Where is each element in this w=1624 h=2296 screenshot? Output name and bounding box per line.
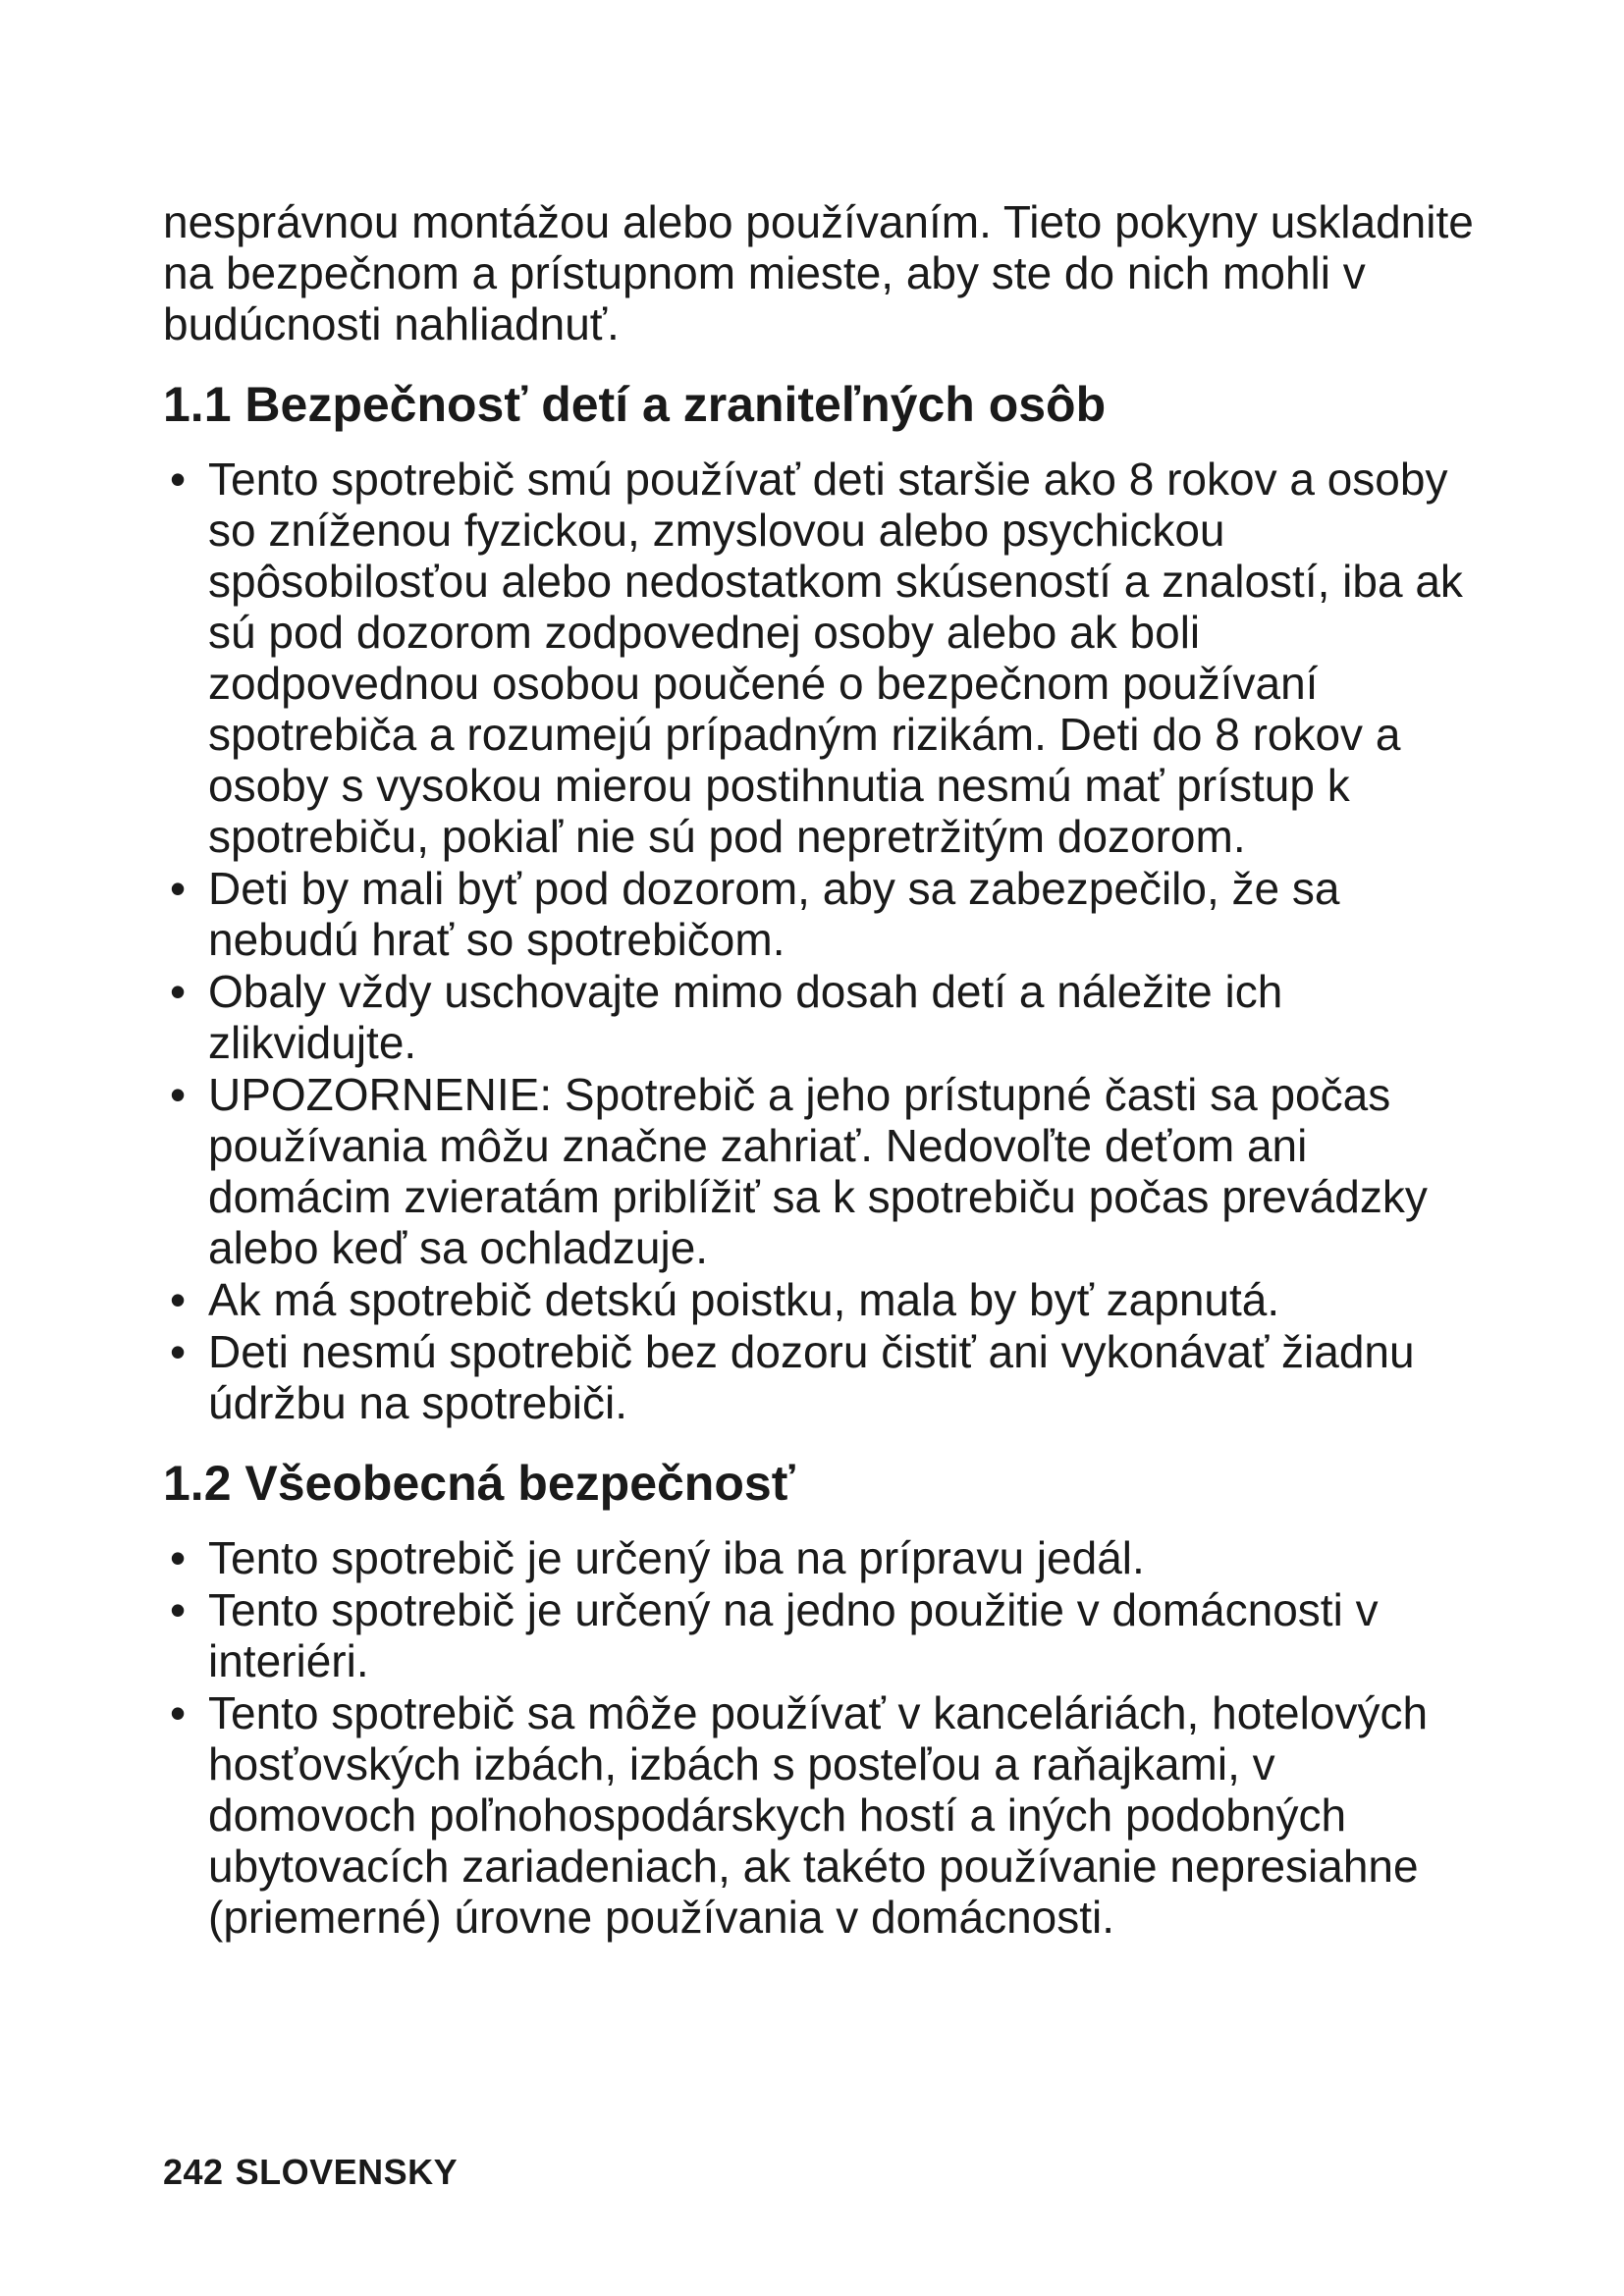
page-content xyxy=(163,196,1479,1944)
list-item xyxy=(163,1687,1479,1943)
child-safety-list xyxy=(163,454,1479,1428)
list-item xyxy=(163,1584,1479,1686)
section-heading-child-safety: 1.1 Bezpečnosť detí a zraniteľných osôb xyxy=(163,377,1107,432)
section-heading-general-safety: 1.2 Všeobecná bezpečnosť xyxy=(163,1456,795,1511)
list-item-text: Tento spotrebič je určený iba na prípravu jedál. xyxy=(208,1532,1145,1583)
list-item-text: Deti by mali byť pod dozorom, aby sa zabezpečilo, že sa nebudú hrať so spotrebičom. xyxy=(208,863,1340,965)
list-item xyxy=(163,454,1479,862)
bullet-icon: • xyxy=(169,1584,187,1635)
list-item-text: Obaly vždy uschovajte mimo dosah detí a náležite ich zlikvidujte. xyxy=(208,966,1283,1068)
bullet-icon: • xyxy=(169,1532,187,1583)
bullet-icon: • xyxy=(169,1326,187,1377)
bullet-icon: • xyxy=(169,966,187,1017)
list-item xyxy=(163,1532,1479,1583)
page-number: 242 xyxy=(163,2152,224,2192)
list-item-text: Tento spotrebič sa môže používať v kanceláriách, hotelových hosťovských izbách, izbách s posteľou a raňajkami, v domovoch poľnohospodárskych hostí a iných podobných ubytovacích zariadeniach, ak takéto používanie nepresiahne (priemerné) úrovne používania v domácnosti. xyxy=(208,1687,1429,1943)
bullet-icon: • xyxy=(169,863,187,914)
bullet-icon: • xyxy=(169,454,187,505)
footer-language: SLOVENSKY xyxy=(235,2152,459,2192)
list-item-text: Deti nesmú spotrebič bez dozoru čistiť ani vykonávať žiadnu údržbu na spotrebiči. xyxy=(208,1326,1415,1428)
list-item-text: UPOZORNENIE: Spotrebič a jeho prístupné časti sa počas používania môžu značne zahriať. Nedovoľte deťom ani domácim zvieratám priblížiť sa k spotrebiču počas prevádzky alebo keď sa ochladzuje. xyxy=(208,1069,1428,1273)
list-item xyxy=(163,1069,1479,1273)
list-item-text: Tento spotrebič smú používať deti staršie ako 8 rokov a osoby so zníženou fyzickou, zmyslovou alebo psychickou spôsobilosťou alebo nedostatkom skúseností a znalostí, iba ak sú pod dozorom zodpovednej osoby alebo ak boli zodpovednou osobou poučené o bezpečnom používaní spotrebiča a rozumejú prípadným rizikám. Deti do 8 rokov a osoby s vysokou mierou postihnutia nesmú mať prístup k spotrebiču, pokiaľ nie sú pod nepretržitým dozorom. xyxy=(208,454,1463,862)
list-item xyxy=(163,966,1479,1068)
bullet-icon: • xyxy=(169,1687,187,1738)
list-item xyxy=(163,1326,1479,1428)
list-item-text: Ak má spotrebič detskú poistku, mala by byť zapnutá. xyxy=(208,1274,1280,1325)
bullet-icon: • xyxy=(169,1274,187,1325)
general-safety-list xyxy=(163,1532,1479,1943)
list-item xyxy=(163,1274,1479,1325)
page-footer xyxy=(163,2152,458,2193)
list-item-text: Tento spotrebič je určený na jedno použitie v domácnosti v interiéri. xyxy=(208,1584,1379,1686)
intro-paragraph: nesprávnou montážou alebo používaním. Tieto pokyny uskladnite na bezpečnom a prístupnom mieste, aby ste do nich mohli v budúcnosti nahliadnuť. xyxy=(163,196,1474,349)
list-item xyxy=(163,863,1479,965)
bullet-icon: • xyxy=(169,1069,187,1120)
